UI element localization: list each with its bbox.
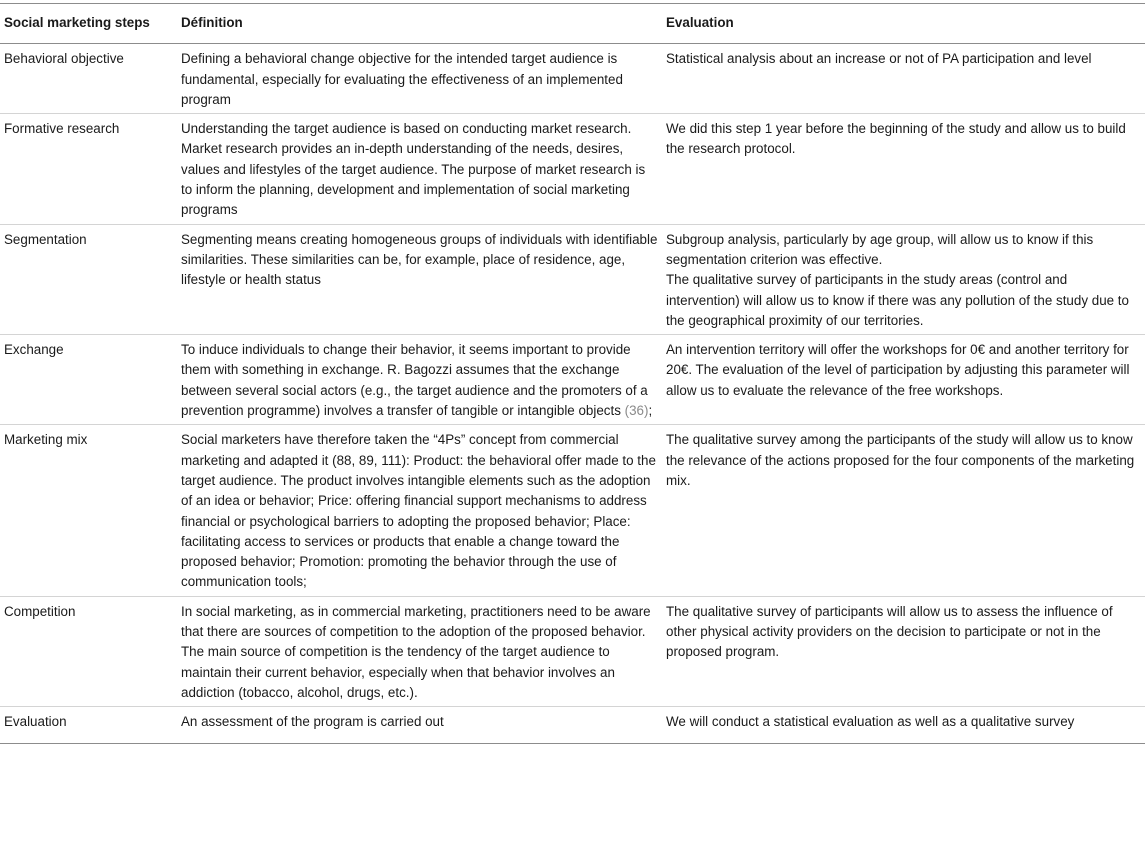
evaluation-paragraph: Subgroup analysis, particularly by age group, will allow us to know if this segmentation criterion was effective.	[666, 231, 1094, 267]
citation-link[interactable]: (36)	[624, 403, 649, 419]
evaluation-cell: An intervention territory will offer the workshops for 0€ and another territory for 20€. The evaluation of the level of participation by adjusting this parameter will allow us to evaluate the relevance of the free workshops.	[662, 335, 1145, 425]
step-cell: Behavioral objective	[0, 44, 177, 114]
definition-cell: Understanding the target audience is based on conducting market research. Market research provides an in-depth understanding of the needs, desires, values and lifestyles of the target audience. The purpose of market research is to inform the planning, development and implementation of social marketing programs	[177, 114, 662, 224]
definition-end: ;	[648, 403, 653, 419]
definition-cell: In social marketing, as in commercial marketing, practitioners need to be aware that there are sources of competition to the adoption of the proposed behavior. The main source of competition is the tendency of the target audience to maintain their current behavior, especially when that behavior involves an addiction (tobacco, alcohol, drugs, etc.).	[177, 596, 662, 706]
header-evaluation: Evaluation	[662, 4, 1145, 44]
evaluation-cell	[662, 224, 1145, 334]
evaluation-cell: We did this step 1 year before the beginning of the study and allow us to build the research protocol.	[662, 114, 1145, 224]
evaluation-cell: We will conduct a statistical evaluation as well as a qualitative survey	[662, 707, 1145, 743]
header-steps: Social marketing steps	[0, 4, 177, 44]
step-cell: Segmentation	[0, 224, 177, 334]
definition-cell: Segmenting means creating homogeneous groups of individuals with identifiable similarities. These similarities can be, for example, place of residence, age, lifestyle or health status	[177, 224, 662, 334]
step-cell: Competition	[0, 596, 177, 706]
social-marketing-table	[0, 3, 1145, 744]
table-row	[0, 224, 1145, 334]
step-cell: Exchange	[0, 335, 177, 425]
step-cell: Evaluation	[0, 707, 177, 743]
evaluation-cell: The qualitative survey among the participants of the study will allow us to know the relevance of the actions proposed for the four components of the marketing mix.	[662, 425, 1145, 596]
social-marketing-table-container	[0, 3, 1145, 744]
definition-cell: An assessment of the program is carried out	[177, 707, 662, 743]
evaluation-paragraph: The qualitative survey of participants in the study areas (control and intervention) will allow us to know if there was any pollution of the study due to the geographical proximity of our territories.	[666, 272, 1129, 328]
table-row	[0, 44, 1145, 114]
table-header	[0, 4, 1145, 44]
definition-cell	[177, 335, 662, 425]
step-cell: Formative research	[0, 114, 177, 224]
definition-cell: Social marketers have therefore taken the “4Ps” concept from commercial marketing and adapted it (88, 89, 111): Product: the behavioral offer made to the target audience. The product involves intangible elements such as the adoption of an idea or behavior; Price: offering financial support mechanisms to address financial or psychological barriers to adopting the proposed behavior; Place: facilitating access to services or products that enable a change toward the proposed behavior; Promotion: promoting the behavior through the use of communication tools;	[177, 425, 662, 596]
evaluation-cell: The qualitative survey of participants will allow us to assess the influence of other physical activity providers on the decision to participate or not in the proposed program.	[662, 596, 1145, 706]
evaluation-cell: Statistical analysis about an increase or not of PA participation and level	[662, 44, 1145, 114]
table-body	[0, 44, 1145, 743]
table-row	[0, 114, 1145, 224]
table-row	[0, 707, 1145, 743]
table-row	[0, 425, 1145, 596]
definition-text: To induce individuals to change their behavior, it seems important to provide them with something in exchange. R. Bagozzi assumes that the exchange between several social actors (e.g., the target audience and the promoters of a prevention programme) involves a transfer of tangible or intangible objects	[181, 342, 648, 419]
header-row	[0, 4, 1145, 44]
step-cell: Marketing mix	[0, 425, 177, 596]
table-row	[0, 335, 1145, 425]
header-definition: Définition	[177, 4, 662, 44]
table-row	[0, 596, 1145, 706]
definition-cell: Defining a behavioral change objective for the intended target audience is fundamental, especially for evaluating the effectiveness of an implemented program	[177, 44, 662, 114]
